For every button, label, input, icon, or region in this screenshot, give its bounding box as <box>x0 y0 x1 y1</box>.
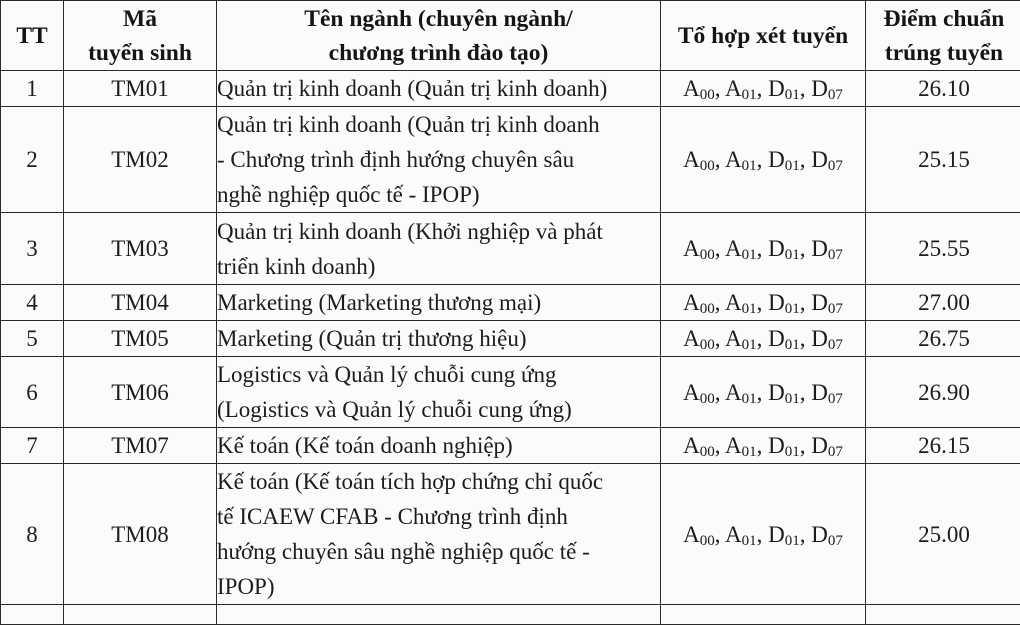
cell-score: 25.15 <box>866 107 1020 213</box>
cell-combination <box>661 357 866 428</box>
header-score <box>866 1 1020 71</box>
combination-codes: $A_{00}$, $A_{01}$, $D_{01}$, $D_{07}$ <box>683 236 843 261</box>
cell-score: 26.90 <box>866 357 1020 428</box>
combination-codes: $A_{00}$, $A_{01}$, $D_{01}$, $D_{07}$ <box>683 326 843 351</box>
cell-score: 25.55 <box>866 213 1020 285</box>
table-row <box>1 285 1020 321</box>
cell-major-name <box>217 321 661 357</box>
cell-code: TM08 <box>64 464 217 605</box>
cell-combination <box>661 321 866 357</box>
table-row <box>1 71 1020 107</box>
cell-empty <box>661 605 866 625</box>
name-line: (Logistics và Quản lý chuỗi cung ứng) <box>217 392 660 427</box>
cell-tt: 5 <box>1 321 64 357</box>
header-major-name <box>217 1 661 71</box>
name-line: Kế toán (Kế toán doanh nghiệp) <box>217 428 660 463</box>
cell-tt: 4 <box>1 285 64 321</box>
header-combination <box>661 1 866 71</box>
name-line: triển kinh doanh) <box>217 249 660 284</box>
header-code-line2: tuyển sinh <box>64 36 216 70</box>
cell-score: 26.15 <box>866 428 1020 464</box>
cell-tt: 6 <box>1 357 64 428</box>
cell-code: TM04 <box>64 285 217 321</box>
cell-score: 25.00 <box>866 464 1020 605</box>
header-code-line1: Mã <box>64 2 216 36</box>
name-line: nghề nghiệp quốc tế - IPOP) <box>217 177 660 212</box>
combination-codes: $A_{00}$, $A_{01}$, $D_{01}$, $D_{07}$ <box>683 433 843 458</box>
name-line: IPOP) <box>217 569 660 604</box>
cell-major-name <box>217 107 661 213</box>
cell-major-name <box>217 464 661 605</box>
cell-code: TM01 <box>64 71 217 107</box>
cell-tt: 2 <box>1 107 64 213</box>
header-score-line1: Điểm chuẩn <box>866 2 1020 36</box>
cell-score: 27.00 <box>866 285 1020 321</box>
cell-code: TM03 <box>64 213 217 285</box>
header-code <box>64 1 217 71</box>
name-line: Logistics và Quản lý chuỗi cung ứng <box>217 357 660 392</box>
cell-major-name <box>217 357 661 428</box>
name-line: Marketing (Marketing thương mại) <box>217 285 660 320</box>
cell-tt: 8 <box>1 464 64 605</box>
cell-combination <box>661 71 866 107</box>
name-line: tế ICAEW CFAB - Chương trình định <box>217 499 660 534</box>
name-line: Marketing (Quản trị thương hiệu) <box>217 321 660 356</box>
table-row <box>1 107 1020 213</box>
header-score-line2: trúng tuyển <box>866 36 1020 70</box>
cell-major-name <box>217 428 661 464</box>
cell-code: TM05 <box>64 321 217 357</box>
cell-score: 26.10 <box>866 71 1020 107</box>
table-row <box>1 321 1020 357</box>
cell-tt: 7 <box>1 428 64 464</box>
name-line: Kế toán (Kế toán tích hợp chứng chỉ quốc <box>217 464 660 499</box>
cell-major-name <box>217 71 661 107</box>
cell-major-name <box>217 213 661 285</box>
name-line: Quản trị kinh doanh (Quản trị kinh doanh <box>217 107 660 142</box>
name-line: hướng chuyên sâu nghề nghiệp quốc tế - <box>217 534 660 569</box>
table-header-row <box>1 1 1020 71</box>
cell-code: TM02 <box>64 107 217 213</box>
cell-empty <box>866 605 1020 625</box>
table-row <box>1 213 1020 285</box>
header-name-line2: chương trình đào tạo) <box>217 36 660 70</box>
combination-codes: $A_{00}$, $A_{01}$, $D_{01}$, $D_{07}$ <box>683 522 843 547</box>
cell-code: TM06 <box>64 357 217 428</box>
header-tt <box>1 1 64 71</box>
name-line: Quản trị kinh doanh (Quản trị kinh doanh) <box>217 71 660 106</box>
cell-combination <box>661 464 866 605</box>
cell-empty <box>1 605 64 625</box>
cell-empty <box>64 605 217 625</box>
table-row <box>1 428 1020 464</box>
header-name-line1: Tên ngành (chuyên ngành/ <box>217 2 660 36</box>
cell-tt: 1 <box>1 71 64 107</box>
name-line: - Chương trình định hướng chuyên sâu <box>217 142 660 177</box>
combination-codes: $A_{00}$, $A_{01}$, $D_{01}$, $D_{07}$ <box>683 147 843 172</box>
cell-tt: 3 <box>1 213 64 285</box>
cell-combination <box>661 428 866 464</box>
table-row <box>1 357 1020 428</box>
cell-major-name <box>217 285 661 321</box>
table-row <box>1 464 1020 605</box>
cell-combination <box>661 285 866 321</box>
combination-codes: $A_{00}$, $A_{01}$, $D_{01}$, $D_{07}$ <box>683 380 843 405</box>
combination-codes: $A_{00}$, $A_{01}$, $D_{01}$, $D_{07}$ <box>683 76 843 101</box>
header-combination-label: Tổ hợp xét tuyển <box>678 23 848 49</box>
cell-score: 26.75 <box>866 321 1020 357</box>
combination-codes: $A_{00}$, $A_{01}$, $D_{01}$, $D_{07}$ <box>683 290 843 315</box>
header-tt-label: TT <box>16 23 47 49</box>
cell-empty <box>217 605 661 625</box>
name-line: Quản trị kinh doanh (Khởi nghiệp và phát <box>217 214 660 249</box>
cell-combination <box>661 107 866 213</box>
cell-code: TM07 <box>64 428 217 464</box>
cell-combination <box>661 213 866 285</box>
table-row-partial <box>1 605 1020 625</box>
